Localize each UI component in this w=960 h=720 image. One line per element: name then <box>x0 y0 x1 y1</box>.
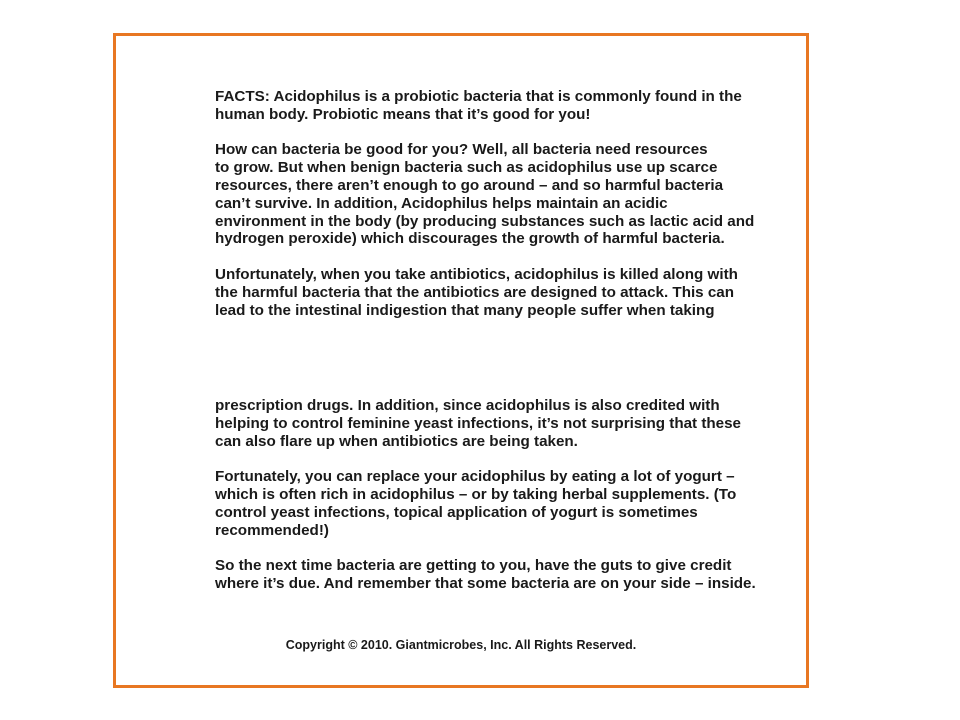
paragraph-yogurt <box>215 468 785 539</box>
facts-text-top <box>215 88 785 319</box>
text-line: recommended!) <box>215 521 329 539</box>
text-line: where it’s due. And remember that some bacteria are on your side – inside. <box>215 574 756 592</box>
text-line: resources, there aren’t enough to go around – and so harmful bacteria <box>215 176 724 194</box>
text-line: How can bacteria be good for you? Well, all bacteria need resources <box>215 141 708 159</box>
text-line: to grow. But when benign bacteria such as acidophilus use up scarce <box>215 159 718 177</box>
text-line: hydrogen peroxide) which discourages the growth of harmful bacteria. <box>215 230 725 248</box>
copyright-notice: Copyright © 2010. Giantmicrobes, Inc. All Rights Reserved. <box>285 638 637 652</box>
paragraph-closing <box>215 557 785 593</box>
text-line: So the next time bacteria are getting to you, have the guts to give credit <box>215 557 732 575</box>
text-line: lead to the intestinal indigestion that many people suffer when taking <box>215 301 715 319</box>
paragraph-antibiotics <box>215 266 785 319</box>
text-line: FACTS: Acidophilus is a probiotic bacteria that is commonly found in the <box>215 88 742 105</box>
text-line: control yeast infections, topical application of yogurt is sometimes <box>215 503 698 521</box>
text-line: Fortunately, you can replace your acidophilus by eating a lot of yogurt – <box>215 468 735 486</box>
facts-text-bottom <box>215 397 785 593</box>
text-line: can’t survive. In addition, Acidophilus helps maintain an acidic <box>215 194 668 212</box>
text-line: Unfortunately, when you take antibiotics, acidophilus is killed along with <box>215 265 738 283</box>
text-line: human body. Probiotic means that it’s good for you! <box>215 105 591 123</box>
text-line: helping to control feminine yeast infections, it’s not surprising that these <box>215 414 741 432</box>
text-line: environment in the body (by producing substances such as lactic acid and <box>215 212 755 230</box>
text-line: which is often rich in acidophilus – or by taking herbal supplements. (To <box>215 485 737 503</box>
paragraph-prescription <box>215 397 785 450</box>
paragraph-facts <box>215 88 785 124</box>
paragraph-how-bacteria-help <box>215 141 785 248</box>
document-panel <box>113 33 809 688</box>
text-line: prescription drugs. In addition, since acidophilus is also credited with <box>215 397 720 414</box>
text-line: can also flare up when antibiotics are being taken. <box>215 432 578 450</box>
text-line: the harmful bacteria that the antibiotics are designed to attack. This can <box>215 283 735 301</box>
